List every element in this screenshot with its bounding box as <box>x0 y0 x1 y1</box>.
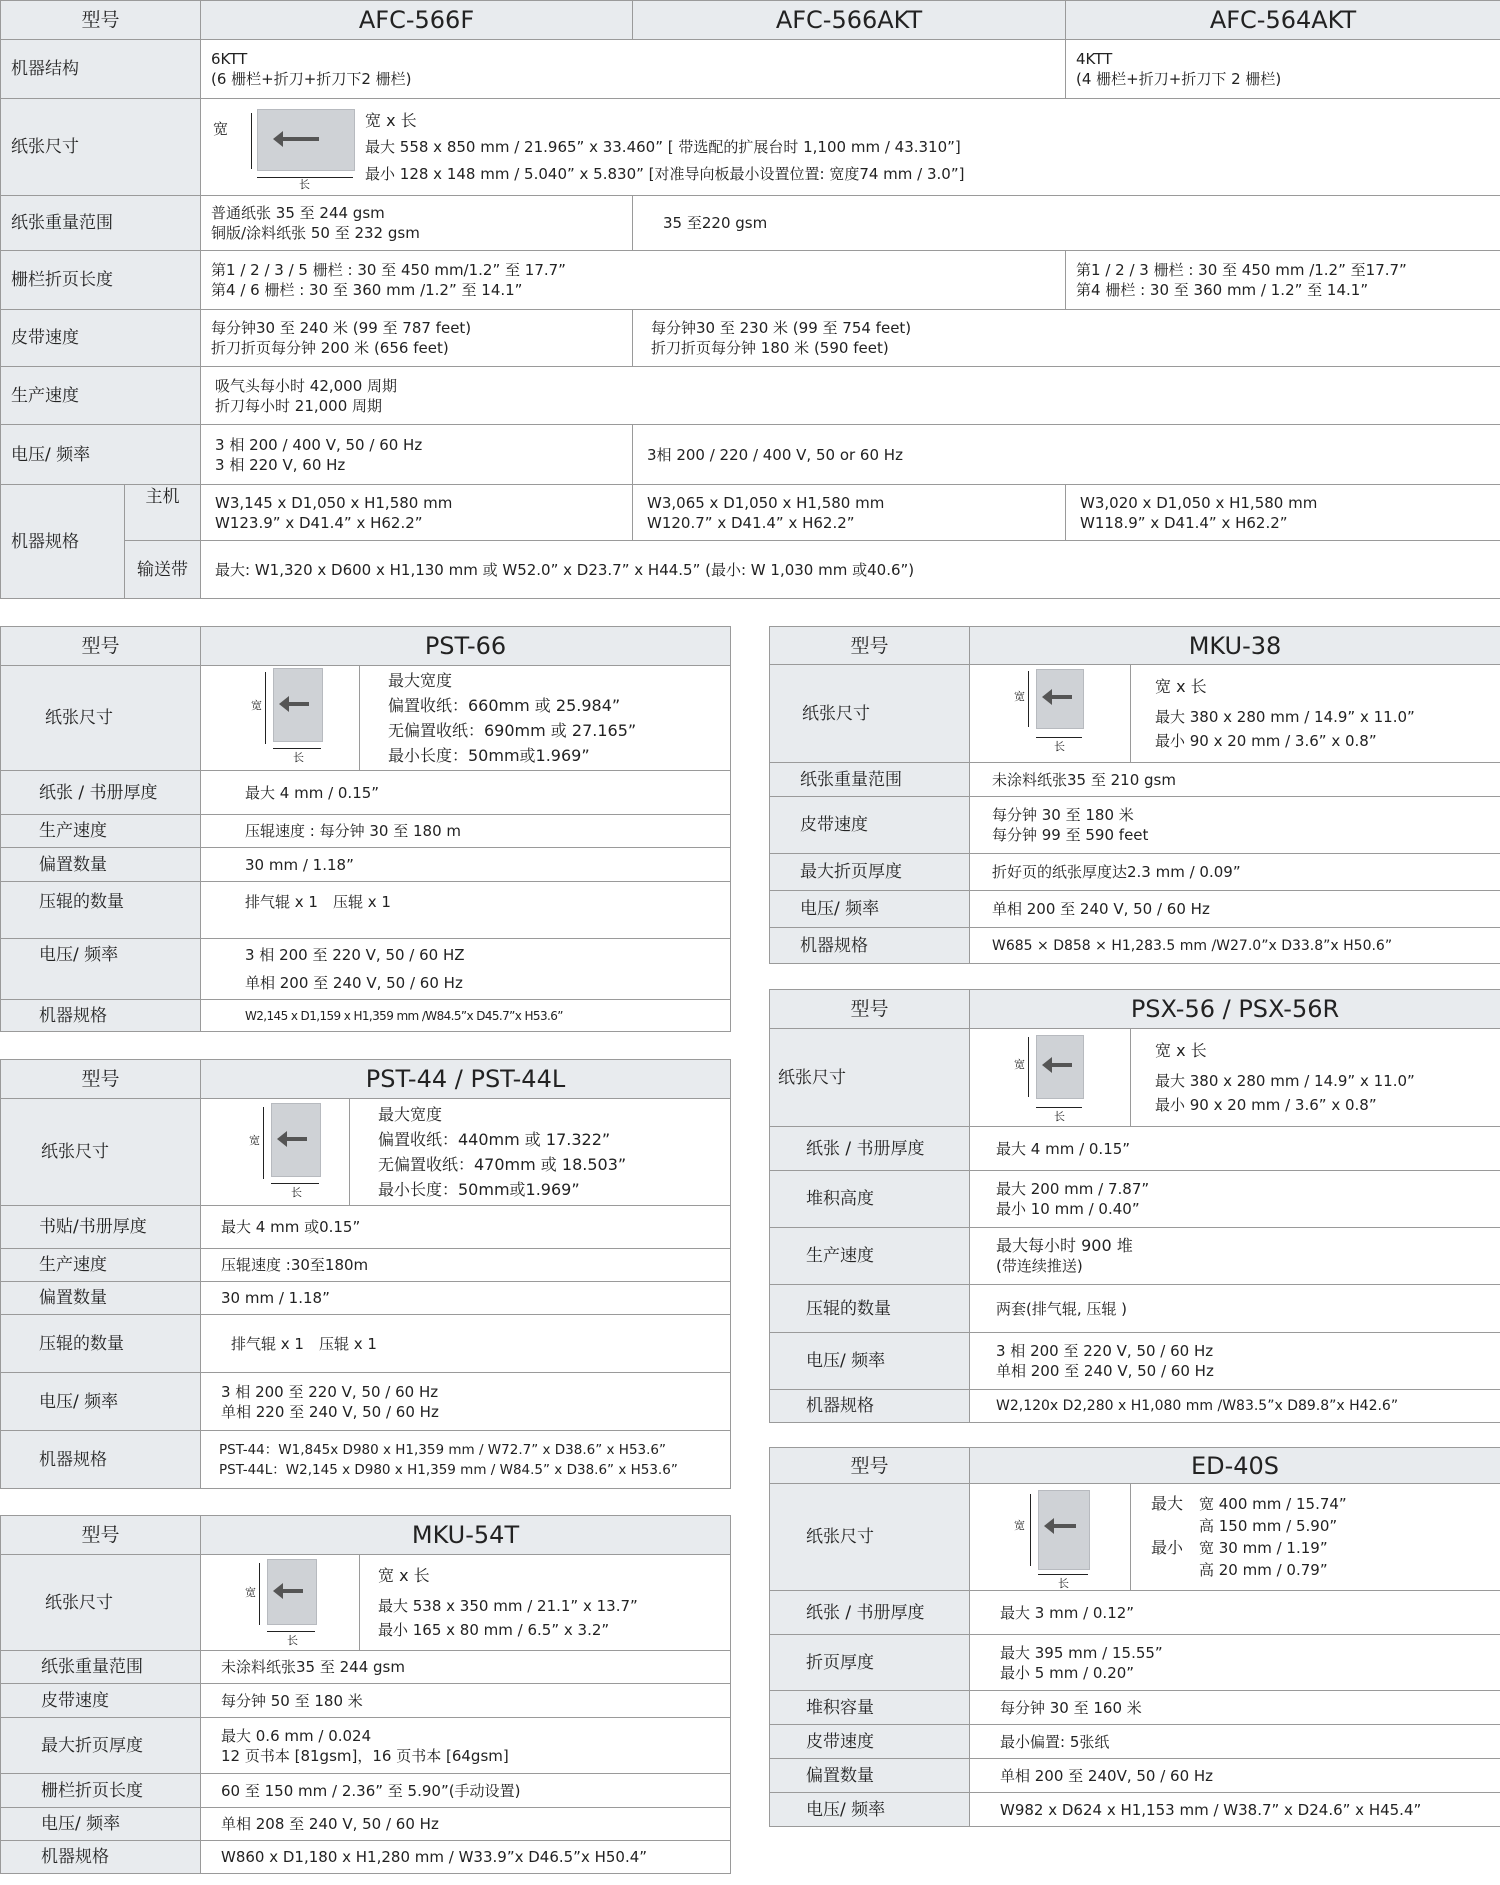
volt-line1: 3 相 200 至 220 V, 50 / 60 Hz <box>221 1382 439 1401</box>
rollers-value: 两套(排气辊, 压辊 ) <box>970 1285 1500 1333</box>
paper-size-value <box>970 665 1500 763</box>
model-label: 型号 <box>1 627 201 666</box>
size-line1: 宽 x 长 <box>1155 1040 1207 1060</box>
voltage-value-a <box>201 425 633 485</box>
max-fold-label: 最大折页厚度 <box>1 1718 201 1774</box>
foldthick-line2: 最小 5 mm / 0.20” <box>1000 1663 1135 1682</box>
rollers-value: 排气辊 x 1 压辊 x 1 <box>201 1315 731 1373</box>
thickness-value: 最大 3 mm / 0.12” <box>970 1591 1500 1635</box>
model-mku38: MKU-38 <box>970 627 1500 665</box>
dims-566f-line2: W123.9” x D41.4” x H62.2” <box>215 513 423 532</box>
maxfold-line1: 最大 0.6 mm / 0.024 <box>221 1726 372 1745</box>
belt-line1: 每分钟 30 至 180 米 <box>992 806 1134 824</box>
size-max-width: 宽 400 mm / 15.74” <box>1199 1495 1347 1513</box>
belt-speed-value: 最小偏置: 5张纸 <box>970 1725 1500 1759</box>
model-ed40s: ED-40S <box>970 1448 1500 1484</box>
paper-size-line2: 最大 558 x 850 mm / 21.965” x 33.460” [ 带选配的扩展台时 1,100 mm / 43.310”] <box>365 137 961 156</box>
voltage-label: 电压/ 频率 <box>770 891 970 928</box>
belt-speed-label: 皮带速度 <box>770 1725 970 1759</box>
dims-566akt <box>633 485 1066 541</box>
paper-size-value <box>201 666 731 771</box>
machine-dims-label: 机器规格 <box>1 1431 201 1489</box>
prod-line2: (带连续推送) <box>996 1257 1083 1275</box>
size-line2: 偏置收纸：660mm 或 25.984” <box>388 696 621 715</box>
machine-dims-label: 机器规格 <box>1 485 125 599</box>
length-mark: 长 <box>299 178 311 191</box>
length-mark: 长 <box>291 1186 302 1199</box>
production-speed-value: 压辊速度 :30至180m <box>201 1249 731 1282</box>
size-line4: 最小长度：50mm或1.969” <box>378 1180 580 1199</box>
size-line2: 最大 380 x 280 mm / 14.9” x 11.0” <box>1155 707 1415 726</box>
length-mark: 长 <box>1054 740 1065 753</box>
paper-diagram-icon <box>201 666 360 770</box>
belt-a-line1: 每分钟30 至 240 米 (99 至 787 feet) <box>211 319 472 337</box>
width-mark: 宽 <box>213 120 229 138</box>
weight-label: 纸张重量范围 <box>1 1651 201 1684</box>
main-unit-label: 主机 <box>125 485 201 541</box>
belt-speed-value <box>970 797 1500 854</box>
model-label: 型号 <box>1 1516 201 1555</box>
volt-line1: 3 相 200 至 220 V, 50 / 60 Hz <box>996 1342 1214 1360</box>
voltage-value: 单相 200 至 240 V, 50 / 60 Hz <box>970 891 1500 928</box>
model-afc-566akt: AFC-566AKT <box>633 1 1066 40</box>
mku54t-spec-table <box>0 1515 731 1874</box>
machine-dims-value <box>201 1431 731 1489</box>
paper-size-value <box>201 1099 731 1206</box>
paper-size-label: 纸张尺寸 <box>1 666 201 771</box>
thickness-label: 纸张 / 书册厚度 <box>770 1591 970 1635</box>
paper-size-value <box>201 99 1500 196</box>
weight-label: 纸张重量范围 <box>1 196 201 251</box>
maxfold-line2: 12 页书本 [81gsm]，16 页书本 [64gsm] <box>221 1746 509 1765</box>
fold-length-value: 60 至 150 mm / 2.36” 至 5.90”(手动设置) <box>201 1774 731 1808</box>
stack-line2: 最小 10 mm / 0.40” <box>996 1200 1140 1218</box>
paper-diagram-icon <box>201 1555 360 1650</box>
model-afc-564akt: AFC-564AKT <box>1066 1 1500 40</box>
paper-size-label: 纸张尺寸 <box>1 1099 201 1206</box>
machine-dims-label: 机器规格 <box>1 1000 201 1032</box>
length-mark: 长 <box>287 1634 298 1647</box>
machine-dims-value: W860 x D1,180 x H1,280 mm / W33.9”x D46.5”x H50.4” <box>201 1841 731 1874</box>
size-line1: 宽 x 长 <box>378 1565 430 1585</box>
pst66-spec-table <box>0 626 731 1032</box>
machine-dims-value: W2,145 x D1,159 x H1,359 mm /W84.5”x D45.7”x H53.6” <box>201 1000 731 1032</box>
machine-dims-value: W685 × D858 × H1,283.5 mm /W27.0”x D33.8”x H50.6” <box>970 928 1500 964</box>
afc-spec-table <box>0 0 1500 599</box>
paper-diagram-icon <box>970 1029 1131 1126</box>
conveyor-value: 最大: W1,320 x D600 x H1,130 mm 或 W52.0” x D23.7” x H44.5” (最小: W 1,030 mm 或40.6”) <box>201 541 1500 599</box>
voltage-label: 电压/ 频率 <box>1 1373 201 1431</box>
thickness-value: 最大 4 mm / 0.15” <box>970 1127 1500 1171</box>
voltage-label: 电压/ 频率 <box>1 425 201 485</box>
dims-566f-line1: W3,145 x D1,050 x H1,580 mm <box>215 493 453 512</box>
thickness-value: 最大 4 mm 或0.15” <box>201 1206 731 1249</box>
volt-line2: 单相 200 至 240 V, 50 / 60 Hz <box>245 974 463 992</box>
size-line1: 宽 x 长 <box>1155 676 1207 696</box>
length-mark: 长 <box>1054 1110 1065 1123</box>
volt-line2: 单相 220 至 240 V, 50 / 60 Hz <box>221 1402 439 1421</box>
size-line2: 最大 538 x 350 mm / 21.1” x 13.7” <box>378 1596 638 1615</box>
stack-capacity-value: 每分钟 30 至 160 米 <box>970 1691 1500 1725</box>
model-label: 型号 <box>1 1060 201 1099</box>
production-speed-value <box>201 367 1500 425</box>
stack-height-value <box>970 1171 1500 1228</box>
fold-length-b-line2: 第4 栅栏 : 30 至 360 mm / 1.2” 至 14.1” <box>1076 281 1369 299</box>
voltage-label: 电压/ 频率 <box>770 1333 970 1390</box>
volt-a-line1: 3 相 200 / 400 V, 50 / 60 Hz <box>215 435 423 454</box>
prod-line1: 吸气头每小时 42,000 周期 <box>215 376 398 395</box>
model-psx56: PSX-56 / PSX-56R <box>970 990 1500 1029</box>
model-afc-566f: AFC-566F <box>201 1 633 40</box>
offset-label: 偏置数量 <box>1 848 201 882</box>
fold-length-label: 栅栏折页长度 <box>1 251 201 310</box>
paper-size-label: 纸张尺寸 <box>1 1555 201 1651</box>
pst44-spec-table <box>0 1059 731 1489</box>
fold-length-b-line1: 第1 / 2 / 3 栅栏 : 30 至 450 mm /1.2” 至17.7” <box>1076 261 1407 279</box>
paper-size-label: 纸张尺寸 <box>770 665 970 763</box>
stack-line1: 最大 200 mm / 7.87” <box>996 1180 1150 1198</box>
dims-564akt-line2: W118.9” x D41.4” x H62.2” <box>1080 513 1288 532</box>
belt-speed-value-b <box>633 310 1500 367</box>
belt-a-line2: 折刀折页每分钟 200 米 (656 feet) <box>211 339 449 357</box>
max-label: 最大 <box>1151 1494 1184 1513</box>
width-mark: 宽 <box>251 699 262 712</box>
size-min-width: 宽 30 mm / 1.19” <box>1199 1539 1328 1557</box>
offset-label: 偏置数量 <box>1 1282 201 1315</box>
weight-value-a <box>201 196 633 251</box>
voltage-label: 电压/ 频率 <box>1 939 201 1000</box>
dims-line1: PST-44：W1,845x D980 x H1,359 mm / W72.7” x D38.6” x H53.6” <box>219 1441 666 1458</box>
model-pst66: PST-66 <box>201 627 731 666</box>
size-line3: 最小 90 x 20 mm / 3.6” x 0.8” <box>1155 1095 1377 1114</box>
belt-speed-value-a <box>201 310 633 367</box>
structure-b-line2: (4 栅栏+折刀+折刀下 2 栅栏) <box>1076 70 1282 88</box>
offset-value: 30 mm / 1.18” <box>201 1282 731 1315</box>
production-speed-value: 压辊速度 : 每分钟 30 至 180 m <box>201 815 731 848</box>
belt-speed-label: 皮带速度 <box>1 1684 201 1718</box>
ed40s-spec-table <box>769 1447 1500 1827</box>
width-mark: 宽 <box>249 1134 260 1147</box>
voltage-label: 电压/ 频率 <box>770 1793 970 1827</box>
conveyor-label: 输送带 <box>125 541 201 599</box>
stack-height-label: 堆积高度 <box>770 1171 970 1228</box>
stack-capacity-label: 堆积容量 <box>770 1691 970 1725</box>
offset-value: 单相 200 至 240V, 50 / 60 Hz <box>970 1759 1500 1793</box>
belt-b-line1: 每分钟30 至 230 米 (99 至 754 feet) <box>651 319 912 337</box>
belt-speed-label: 皮带速度 <box>770 797 970 854</box>
paper-size-value <box>201 1555 731 1651</box>
paper-diagram-icon <box>970 665 1131 762</box>
weight-a-line2: 铜版/涂料纸张 50 至 232 gsm <box>211 224 420 242</box>
production-speed-label: 生产速度 <box>1 1249 201 1282</box>
length-mark: 长 <box>1058 1577 1069 1590</box>
size-line3: 无偏置收纸：690mm 或 27.165” <box>388 721 637 740</box>
machine-dims-value: W2,120x D2,280 x H1,080 mm /W83.5”x D89.8”x H42.6” <box>970 1390 1500 1423</box>
rollers-label: 压辊的数量 <box>1 882 201 939</box>
paper-diagram-icon <box>201 1099 350 1205</box>
structure-label: 机器结构 <box>1 40 201 99</box>
dims-564akt <box>1066 485 1500 541</box>
machine-dims-label: 机器规格 <box>1 1841 201 1874</box>
weight-value-b: 35 至220 gsm <box>633 196 1500 251</box>
fold-length-label: 栅栏折页长度 <box>1 1774 201 1808</box>
prod-line1: 最大每小时 900 堆 <box>996 1236 1133 1255</box>
model-label: 型号 <box>770 990 970 1029</box>
model-label: 型号 <box>770 1448 970 1484</box>
structure-b-line1: 4KTT <box>1076 50 1113 68</box>
size-min-height: 高 20 mm / 0.79” <box>1199 1561 1328 1579</box>
paper-diagram-icon <box>211 105 351 189</box>
fold-length-value-a <box>201 251 1066 310</box>
machine-dims-label: 机器规格 <box>770 1390 970 1423</box>
dims-566f <box>201 485 633 541</box>
belt-speed-value: 每分钟 50 至 180 米 <box>201 1684 731 1718</box>
fold-thickness-value <box>970 1635 1500 1691</box>
machine-dims-label: 机器规格 <box>770 928 970 964</box>
weight-value: 未涂料纸张35 至 210 gsm <box>970 763 1500 797</box>
rollers-label: 压辊的数量 <box>1 1315 201 1373</box>
size-line4: 最小长度：50mm或1.969” <box>388 746 590 765</box>
max-fold-label: 最大折页厚度 <box>770 854 970 891</box>
model-mku54t: MKU-54T <box>201 1516 731 1555</box>
belt-b-line2: 折刀折页每分钟 180 米 (590 feet) <box>651 339 889 357</box>
width-mark: 宽 <box>1014 690 1025 703</box>
paper-size-line3: 最小 128 x 148 mm / 5.040” x 5.830” [对准导向板最小设置位置: 宽度74 mm / 3.0”] <box>365 164 965 183</box>
size-line2: 最大 380 x 280 mm / 14.9” x 11.0” <box>1155 1071 1415 1090</box>
rollers-value: 排气辊 x 1 压辊 x 1 <box>201 882 731 939</box>
paper-size-label: 纸张尺寸 <box>1 99 201 196</box>
size-line3: 最小 165 x 80 mm / 6.5” x 3.2” <box>378 1620 610 1639</box>
size-line1: 最大宽度 <box>378 1105 443 1124</box>
offset-value: 30 mm / 1.18” <box>201 848 731 882</box>
max-fold-value <box>201 1718 731 1774</box>
size-line1: 最大宽度 <box>388 671 453 690</box>
thickness-label: 书贴/书册厚度 <box>1 1206 201 1249</box>
voltage-value <box>201 1373 731 1431</box>
voltage-value <box>970 1333 1500 1390</box>
belt-speed-label: 皮带速度 <box>1 310 201 367</box>
weight-label: 纸张重量范围 <box>770 763 970 797</box>
size-line3: 最小 90 x 20 mm / 3.6” x 0.8” <box>1155 731 1377 750</box>
volt-a-line2: 3 相 220 V, 60 Hz <box>215 455 346 474</box>
paper-size-value <box>970 1029 1500 1127</box>
prod-line2: 折刀每小时 21,000 周期 <box>215 396 383 415</box>
fold-length-value-b <box>1066 251 1500 310</box>
paper-size-line1: 宽 x 长 <box>365 110 417 130</box>
production-speed-label: 生产速度 <box>1 815 201 848</box>
offset-label: 偏置数量 <box>770 1759 970 1793</box>
paper-size-label: 纸张尺寸 <box>770 1484 970 1591</box>
thickness-label: 纸张 / 书册厚度 <box>1 771 201 815</box>
thickness-value: 最大 4 mm / 0.15” <box>201 771 731 815</box>
weight-value: 未涂料纸张35 至 244 gsm <box>201 1651 731 1684</box>
width-mark: 宽 <box>1014 1519 1025 1532</box>
paper-diagram-icon <box>970 1484 1131 1590</box>
width-mark: 宽 <box>245 1586 256 1599</box>
rollers-label: 压辊的数量 <box>770 1285 970 1333</box>
max-fold-value: 折好页的纸张厚度达2.3 mm / 0.09” <box>970 854 1500 891</box>
volt-line2: 单相 200 至 240 V, 50 / 60 Hz <box>996 1362 1214 1380</box>
weight-a-line1: 普通纸张 35 至 244 gsm <box>211 204 385 222</box>
size-line3: 无偏置收纸：470mm 或 18.503” <box>378 1155 627 1174</box>
voltage-value: W982 x D624 x H1,153 mm / W38.7” x D24.6” x H45.4” <box>970 1793 1500 1827</box>
volt-line1: 3 相 200 至 220 V, 50 / 60 HZ <box>245 946 465 964</box>
paper-size-label: 纸张尺寸 <box>770 1029 970 1127</box>
fold-length-a-line1: 第1 / 2 / 3 / 5 栅栏 : 30 至 450 mm/1.2” 至 17.7” <box>211 261 566 279</box>
voltage-label: 电压/ 频率 <box>1 1808 201 1841</box>
production-speed-label: 生产速度 <box>1 367 201 425</box>
model-label: 型号 <box>1 1 201 40</box>
structure-a-line1: 6KTT <box>211 50 248 68</box>
model-pst44: PST-44 / PST-44L <box>201 1060 731 1099</box>
belt-line2: 每分钟 99 至 590 feet <box>992 826 1149 844</box>
structure-value-a <box>201 40 1066 99</box>
dims-566akt-line1: W3,065 x D1,050 x H1,580 mm <box>647 493 885 512</box>
mku38-spec-table <box>769 626 1500 964</box>
structure-value-b <box>1066 40 1500 99</box>
voltage-value-b: 3相 200 / 220 / 400 V, 50 or 60 Hz <box>633 425 1500 485</box>
foldthick-line1: 最大 395 mm / 15.55” <box>1000 1643 1163 1662</box>
dims-line2: PST-44L：W2,145 x D980 x H1,359 mm / W84.5” x D38.6” x H53.6” <box>219 1461 678 1478</box>
psx56-spec-table <box>769 989 1500 1423</box>
thickness-label: 纸张 / 书册厚度 <box>770 1127 970 1171</box>
dims-566akt-line2: W120.7” x D41.4” x H62.2” <box>647 513 855 532</box>
voltage-value <box>201 939 731 1000</box>
production-speed-label: 生产速度 <box>770 1228 970 1285</box>
dims-564akt-line1: W3,020 x D1,050 x H1,580 mm <box>1080 493 1318 512</box>
width-mark: 宽 <box>1014 1058 1025 1071</box>
fold-thickness-label: 折页厚度 <box>770 1635 970 1691</box>
size-line2: 偏置收纸：440mm 或 17.322” <box>378 1130 611 1149</box>
size-max-height: 高 150 mm / 5.90” <box>1199 1517 1338 1535</box>
min-label: 最小 <box>1151 1538 1184 1557</box>
paper-size-value <box>970 1484 1500 1591</box>
structure-a-line2: (6 栅栏+折刀+折刀下2 栅栏) <box>211 70 412 88</box>
length-mark: 长 <box>293 751 304 764</box>
production-speed-value <box>970 1228 1500 1285</box>
model-label: 型号 <box>770 627 970 665</box>
fold-length-a-line2: 第4 / 6 栅栏 : 30 至 360 mm /1.2” 至 14.1” <box>211 281 523 299</box>
voltage-value: 单相 208 至 240 V, 50 / 60 Hz <box>201 1808 731 1841</box>
